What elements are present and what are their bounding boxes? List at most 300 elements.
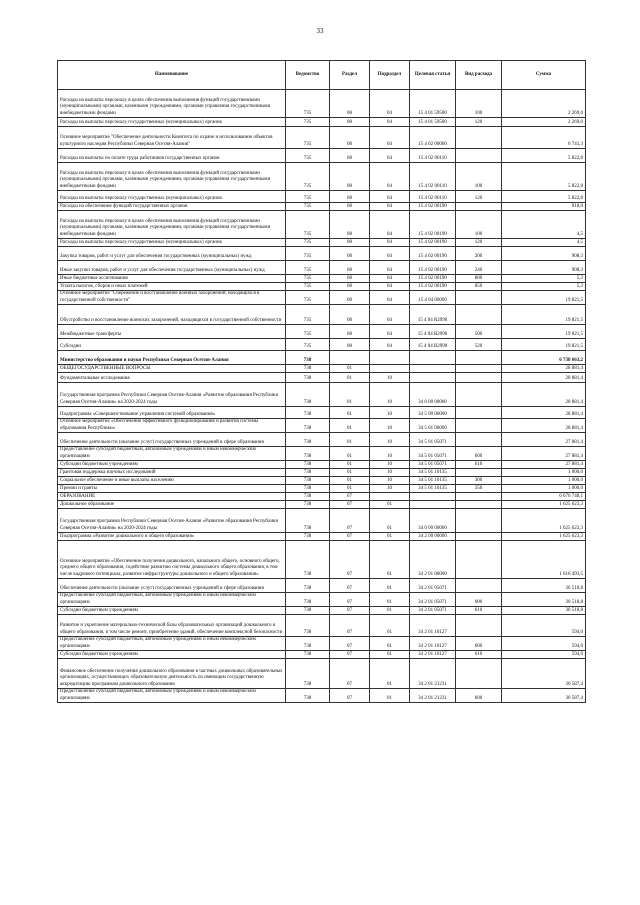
- row-razdel: 08: [330, 291, 370, 305]
- row-razdel: 07: [330, 509, 370, 533]
- row-vedomstvo: 738: [286, 433, 330, 447]
- row-podrazdel: 01: [370, 637, 410, 651]
- row-summa: 5,3: [502, 283, 586, 291]
- row-vid-raskhoda: [456, 579, 502, 593]
- header-razdel: Раздел: [330, 61, 370, 90]
- row-summa: 19 821,5: [502, 325, 586, 339]
- table-row: [58, 541, 586, 579]
- row-podrazdel: 01: [370, 615, 410, 637]
- table-row: [58, 239, 586, 247]
- row-name: Подпрограмма «Совершенствование управления системой образования»: [58, 407, 286, 419]
- row-vid-raskhoda: 600: [456, 689, 502, 703]
- table-row: [58, 485, 586, 493]
- row-vedomstvo: 738: [286, 461, 330, 469]
- row-vedomstvo: 738: [286, 419, 330, 433]
- row-summa: 6 741,3: [502, 127, 586, 149]
- row-name: Расходы на выплаты персоналу государственных (муниципальных) органов: [58, 239, 286, 247]
- table-row: [58, 247, 586, 261]
- table-row: [58, 637, 586, 651]
- row-name: Иные бюджетные ассигнования: [58, 275, 286, 283]
- row-celevaya-statya: 34 5 01 05071: [410, 433, 456, 447]
- row-vedomstvo: 738: [286, 469, 330, 477]
- row-vedomstvo: 735: [286, 261, 330, 275]
- row-vid-raskhoda: [456, 533, 502, 541]
- table-row: [58, 407, 586, 419]
- row-name: Расходы на выплаты персоналу в целях обеспечения выполнения функций государственными (муниципальными) органами, казенными учреждениями, органами управления государственными внебюджетными фондами: [58, 90, 286, 118]
- row-celevaya-statya: 34 2 01 05071: [410, 607, 456, 615]
- row-vedomstvo: 735: [286, 127, 330, 149]
- row-vedomstvo: 738: [286, 659, 330, 689]
- row-vid-raskhoda: 610: [456, 651, 502, 659]
- table-row: [58, 351, 586, 365]
- row-summa: 36 587,4: [502, 689, 586, 703]
- row-razdel: 08: [330, 163, 370, 191]
- row-podrazdel: 04: [370, 325, 410, 339]
- table-row: [58, 373, 586, 383]
- row-name: Субсидии бюджетным учреждениям: [58, 651, 286, 659]
- row-podrazdel: 04: [370, 239, 410, 247]
- row-razdel: 08: [330, 339, 370, 351]
- row-razdel: 08: [330, 149, 370, 163]
- row-name: Основное мероприятие "Сбережение и восстановление военных захоронений, находящихся в государственной собственности": [58, 291, 286, 305]
- table-row: [58, 383, 586, 407]
- row-name: Социальное обеспечение и иные выплаты населению: [58, 477, 286, 485]
- row-razdel: 01: [330, 407, 370, 419]
- row-podrazdel: 10: [370, 447, 410, 461]
- row-name: Расходы на выплаты персоналу государственных (муниципальных) органов: [58, 118, 286, 127]
- row-podrazdel: 10: [370, 461, 410, 469]
- row-vid-raskhoda: [456, 659, 502, 689]
- row-vedomstvo: 738: [286, 501, 330, 509]
- row-summa: 36 587,4: [502, 659, 586, 689]
- row-vedomstvo: 735: [286, 325, 330, 339]
- row-name: Расходы на выплаты по оплате труда работников государственных органов: [58, 149, 286, 163]
- row-celevaya-statya: 34 5 01 10135: [410, 477, 456, 485]
- row-name: Субсидии: [58, 339, 286, 351]
- row-summa: 28 881,4: [502, 407, 586, 419]
- row-razdel: 08: [330, 127, 370, 149]
- row-razdel: 08: [330, 239, 370, 247]
- row-vedomstvo: 738: [286, 509, 330, 533]
- header-vedomstvo: Ведомство: [286, 61, 330, 90]
- table-row: [58, 365, 586, 373]
- page-number: 33: [316, 27, 324, 35]
- row-vid-raskhoda: 350: [456, 485, 502, 493]
- row-razdel: 08: [330, 191, 370, 203]
- row-summa: 30 518,8: [502, 607, 586, 615]
- table-row: [58, 659, 586, 689]
- row-podrazdel: [370, 365, 410, 373]
- row-podrazdel: 01: [370, 501, 410, 509]
- row-vid-raskhoda: 300: [456, 477, 502, 485]
- row-vedomstvo: 735: [286, 203, 330, 211]
- row-vedomstvo: 738: [286, 579, 330, 593]
- row-podrazdel: 10: [370, 373, 410, 383]
- row-razdel: 08: [330, 118, 370, 127]
- table-row: [58, 501, 586, 509]
- row-celevaya-statya: 15 4 02 00110: [410, 163, 456, 191]
- table-row: [58, 118, 586, 127]
- row-name: Расходы на выплаты персоналу государственных (муниципальных) органов: [58, 191, 286, 203]
- row-vedomstvo: 735: [286, 239, 330, 247]
- row-podrazdel: 04: [370, 339, 410, 351]
- row-razdel: 01: [330, 477, 370, 485]
- row-vedomstvo: 738: [286, 383, 330, 407]
- row-name: Развитие и укрепление материально-технической базы образовательных организаций дошкольного и общего образования, в том числе ремонт, приобретение зданий, обеспечение комплексной безопасности: [58, 615, 286, 637]
- row-summa: 27 881,4: [502, 461, 586, 469]
- row-celevaya-statya: 15 4 04 R2990: [410, 339, 456, 351]
- row-vid-raskhoda: 600: [456, 593, 502, 607]
- row-vid-raskhoda: 600: [456, 637, 502, 651]
- row-summa: 594,0: [502, 637, 586, 651]
- table-row: [58, 203, 586, 211]
- row-razdel: [330, 351, 370, 365]
- row-celevaya-statya: [410, 493, 456, 501]
- table-row: [58, 689, 586, 703]
- row-summa: 28 881,4: [502, 373, 586, 383]
- row-podrazdel: 04: [370, 191, 410, 203]
- row-razdel: 01: [330, 365, 370, 373]
- row-name: Предоставление субсидий бюджетным, автономным учреждениям и иным некоммерческим организациям: [58, 447, 286, 461]
- row-summa: 2 269,0: [502, 90, 586, 118]
- row-summa: 30 518,8: [502, 579, 586, 593]
- row-vedomstvo: 735: [286, 305, 330, 325]
- table-row: [58, 291, 586, 305]
- row-vid-raskhoda: 120: [456, 191, 502, 203]
- table-row: [58, 433, 586, 447]
- row-summa: 28 881,4: [502, 419, 586, 433]
- row-celevaya-statya: 34 5 01 00000: [410, 419, 456, 433]
- row-summa: 1 000,0: [502, 477, 586, 485]
- table-row: [58, 90, 586, 118]
- row-podrazdel: 01: [370, 689, 410, 703]
- row-podrazdel: 10: [370, 433, 410, 447]
- row-vid-raskhoda: [456, 541, 502, 579]
- table-row: [58, 593, 586, 607]
- row-vid-raskhoda: [456, 501, 502, 509]
- header-podrazdel: Подраздел: [370, 61, 410, 90]
- row-name: Расходы на выплаты персоналу в целях обеспечения выполнения функций государственными (муниципальными) органами, казенными учреждениями, органами управления государственными внебюджетными фондами: [58, 211, 286, 239]
- table-row: [58, 305, 586, 325]
- row-summa: 28 881,4: [502, 365, 586, 373]
- row-name: ОБРАЗОВАНИЕ: [58, 493, 286, 501]
- row-celevaya-statya: 15 4 02 00190: [410, 275, 456, 283]
- row-razdel: 08: [330, 305, 370, 325]
- row-razdel: 08: [330, 90, 370, 118]
- row-name: Государственная программа Республики Северная Осетия-Алания «Развитие образования Республики Северная Осетия-Алания» на 2020-2024 годы: [58, 509, 286, 533]
- row-name: Государственная программа Республики Северная Осетия-Алания «Развитие образования Республики Северная Осетия-Алания» на 2020-2024 годы: [58, 383, 286, 407]
- row-podrazdel: 10: [370, 485, 410, 493]
- row-celevaya-statya: 15 4 01 59500: [410, 90, 456, 118]
- row-podrazdel: 04: [370, 90, 410, 118]
- row-podrazdel: 01: [370, 651, 410, 659]
- row-vid-raskhoda: 100: [456, 90, 502, 118]
- table-row: [58, 615, 586, 637]
- header-summa: Сумма: [502, 61, 586, 90]
- row-razdel: 07: [330, 651, 370, 659]
- row-vid-raskhoda: [456, 373, 502, 383]
- row-razdel: 07: [330, 637, 370, 651]
- header-celevaya-statya: Целевая статья: [410, 61, 456, 90]
- row-summa: 4,5: [502, 211, 586, 239]
- row-vedomstvo: 735: [286, 339, 330, 351]
- row-celevaya-statya: 15 4 02 00190: [410, 283, 456, 291]
- table-row: [58, 261, 586, 275]
- row-name: Межбюджетные трансферты: [58, 325, 286, 339]
- row-podrazdel: [370, 351, 410, 365]
- row-vid-raskhoda: [456, 419, 502, 433]
- row-vedomstvo: 738: [286, 541, 330, 579]
- row-vedomstvo: 735: [286, 247, 330, 261]
- row-name: Предоставление субсидий бюджетным, автономным учреждениям и иным некоммерческим организациям: [58, 689, 286, 703]
- row-vedomstvo: 738: [286, 351, 330, 365]
- row-razdel: 01: [330, 383, 370, 407]
- row-vid-raskhoda: [456, 615, 502, 637]
- row-vedomstvo: 738: [286, 607, 330, 615]
- row-name: Закупка товаров, работ и услуг для обеспечения государственных (муниципальных) нужд: [58, 247, 286, 261]
- row-celevaya-statya: 34 2 01 21231: [410, 689, 456, 703]
- row-razdel: 07: [330, 607, 370, 615]
- row-razdel: 08: [330, 261, 370, 275]
- table-row: [58, 533, 586, 541]
- row-name: Расходы на обеспечение функций государственных органов: [58, 203, 286, 211]
- row-vid-raskhoda: [456, 493, 502, 501]
- row-celevaya-statya: 15 4 02 00110: [410, 149, 456, 163]
- row-summa: 19 821,5: [502, 339, 586, 351]
- row-vedomstvo: 738: [286, 651, 330, 659]
- row-vedomstvo: 738: [286, 477, 330, 485]
- row-vedomstvo: 735: [286, 275, 330, 283]
- row-summa: 1 625 623,3: [502, 509, 586, 533]
- row-summa: 30 518,8: [502, 593, 586, 607]
- row-vid-raskhoda: 240: [456, 261, 502, 275]
- row-vid-raskhoda: 520: [456, 339, 502, 351]
- row-celevaya-statya: 15 4 02 00000: [410, 127, 456, 149]
- row-celevaya-statya: 15 4 02 00190: [410, 211, 456, 239]
- row-name: Министерство образования и науки Республики Северная Осетия-Алания: [58, 351, 286, 365]
- row-podrazdel: 04: [370, 211, 410, 239]
- row-name: Премии и гранты: [58, 485, 286, 493]
- row-summa: 19 821,5: [502, 305, 586, 325]
- table-row: [58, 283, 586, 291]
- row-summa: 5 822,8: [502, 163, 586, 191]
- row-celevaya-statya: 34 5 00 00000: [410, 407, 456, 419]
- row-vid-raskhoda: [456, 407, 502, 419]
- row-vid-raskhoda: 120: [456, 118, 502, 127]
- row-celevaya-statya: 15 4 02 00190: [410, 247, 456, 261]
- row-celevaya-statya: 34 2 01 05071: [410, 593, 456, 607]
- row-razdel: 08: [330, 275, 370, 283]
- row-celevaya-statya: 15 4 01 59500: [410, 118, 456, 127]
- row-podrazdel: 04: [370, 163, 410, 191]
- table-row: [58, 477, 586, 485]
- table-row: [58, 149, 586, 163]
- row-vid-raskhoda: [456, 469, 502, 477]
- row-podrazdel: 04: [370, 291, 410, 305]
- row-vedomstvo: 738: [286, 447, 330, 461]
- row-summa: 1 616 493,5: [502, 541, 586, 579]
- row-celevaya-statya: 34 2 01 10127: [410, 637, 456, 651]
- row-name: Иные закупки товаров, работ и услуг для обеспечения государственных (муниципальных) нужд: [58, 261, 286, 275]
- table-row: [58, 127, 586, 149]
- row-vedomstvo: 735: [286, 163, 330, 191]
- row-name: Субсидии бюджетным учреждениям: [58, 607, 286, 615]
- row-vid-raskhoda: [456, 127, 502, 149]
- row-podrazdel: 04: [370, 247, 410, 261]
- row-podrazdel: 10: [370, 407, 410, 419]
- row-summa: 27 881,4: [502, 447, 586, 461]
- row-vid-raskhoda: [456, 351, 502, 365]
- row-vid-raskhoda: [456, 383, 502, 407]
- row-razdel: 07: [330, 501, 370, 509]
- row-summa: 2 269,0: [502, 118, 586, 127]
- row-name: Предоставление субсидий бюджетным, автономным учреждениям и иным некоммерческим организациям: [58, 637, 286, 651]
- table-row: [58, 509, 586, 533]
- row-vid-raskhoda: 610: [456, 461, 502, 469]
- row-vid-raskhoda: [456, 291, 502, 305]
- row-razdel: 07: [330, 493, 370, 501]
- table-row: [58, 191, 586, 203]
- row-razdel: 07: [330, 579, 370, 593]
- row-podrazdel: 04: [370, 118, 410, 127]
- row-podrazdel: 10: [370, 383, 410, 407]
- row-podrazdel: 10: [370, 469, 410, 477]
- row-vedomstvo: 735: [286, 90, 330, 118]
- row-celevaya-statya: 34 5 01 05071: [410, 447, 456, 461]
- row-celevaya-statya: 15 4 04 00000: [410, 291, 456, 305]
- row-vid-raskhoda: 600: [456, 447, 502, 461]
- row-summa: 6 676 748,1: [502, 493, 586, 501]
- row-razdel: 01: [330, 469, 370, 477]
- row-razdel: 01: [330, 461, 370, 469]
- row-podrazdel: 04: [370, 127, 410, 149]
- row-summa: 594,0: [502, 615, 586, 637]
- row-podrazdel: 01: [370, 533, 410, 541]
- header-name: Наименование: [58, 61, 286, 90]
- table-row: [58, 461, 586, 469]
- row-name: Основное мероприятие «Обеспечение получения дошкольного, начального общего, основного общего, среднего общего образования, содействие развитию системы дошкольного общего образования, в том числе кадрового потенциала, развитие инфраструктуры дошкольного и общего образования»: [58, 541, 286, 579]
- table-header: [58, 61, 586, 90]
- row-celevaya-statya: 34 2 01 21231: [410, 659, 456, 689]
- row-summa: 1 000,0: [502, 469, 586, 477]
- row-summa: 28 881,4: [502, 383, 586, 407]
- row-vid-raskhoda: 100: [456, 163, 502, 191]
- table-row: [58, 493, 586, 501]
- row-vid-raskhoda: 610: [456, 607, 502, 615]
- row-razdel: 01: [330, 433, 370, 447]
- row-vid-raskhoda: [456, 203, 502, 211]
- row-summa: 5 822,8: [502, 191, 586, 203]
- row-razdel: 08: [330, 211, 370, 239]
- row-podrazdel: 04: [370, 275, 410, 283]
- table-row: [58, 275, 586, 283]
- row-celevaya-statya: 34 2 01 10127: [410, 615, 456, 637]
- table-row: [58, 607, 586, 615]
- row-celevaya-statya: 15 4 04 R2990: [410, 305, 456, 325]
- row-name: Расходы на выплаты персоналу в целях обеспечения выполнения функций государственными (муниципальными) органами, казенными учреждениями, органами управления государственными внебюджетными фондами: [58, 163, 286, 191]
- row-podrazdel: 04: [370, 203, 410, 211]
- row-vedomstvo: 735: [286, 211, 330, 239]
- row-razdel: 08: [330, 247, 370, 261]
- row-razdel: 08: [330, 325, 370, 339]
- row-name: Дошкольное образование: [58, 501, 286, 509]
- row-celevaya-statya: 15 4 02 00190: [410, 203, 456, 211]
- row-vedomstvo: 738: [286, 637, 330, 651]
- row-summa: 594,0: [502, 651, 586, 659]
- row-celevaya-statya: 34 5 01 10135: [410, 469, 456, 477]
- row-celevaya-statya: 15 4 04 R2990: [410, 325, 456, 339]
- row-celevaya-statya: 34 2 01 10127: [410, 651, 456, 659]
- row-razdel: 07: [330, 689, 370, 703]
- row-razdel: 07: [330, 593, 370, 607]
- row-celevaya-statya: 34 0 00 00000: [410, 509, 456, 533]
- row-podrazdel: 10: [370, 477, 410, 485]
- row-name: Финансовое обеспечение получения дошкольного образования в частных дошкольных образовательных организациях, осуществляющих образовательную деятельность по имеющим государственную аккредитацию программам дошкольного образования: [58, 659, 286, 689]
- row-name: ОБЩЕГОСУДАРСТВЕННЫЕ ВОПРОСЫ: [58, 365, 286, 373]
- row-celevaya-statya: [410, 501, 456, 509]
- row-celevaya-statya: [410, 373, 456, 383]
- row-vedomstvo: 738: [286, 615, 330, 637]
- row-vedomstvo: 738: [286, 689, 330, 703]
- row-razdel: 01: [330, 485, 370, 493]
- row-celevaya-statya: 34 5 01 10135: [410, 485, 456, 493]
- row-celevaya-statya: 34 2 01 05071: [410, 579, 456, 593]
- row-razdel: 08: [330, 203, 370, 211]
- row-vid-raskhoda: 120: [456, 239, 502, 247]
- row-summa: 1 625 623,3: [502, 533, 586, 541]
- row-vedomstvo: 735: [286, 283, 330, 291]
- row-vedomstvo: 735: [286, 118, 330, 127]
- row-podrazdel: 01: [370, 541, 410, 579]
- row-podrazdel: 04: [370, 283, 410, 291]
- row-celevaya-statya: 15 4 02 00110: [410, 191, 456, 203]
- row-podrazdel: [370, 493, 410, 501]
- table-row: [58, 339, 586, 351]
- row-razdel: 08: [330, 283, 370, 291]
- row-razdel: 07: [330, 615, 370, 637]
- row-celevaya-statya: 34 2 00 00000: [410, 533, 456, 541]
- row-vedomstvo: 738: [286, 373, 330, 383]
- row-vedomstvo: 735: [286, 191, 330, 203]
- row-name: Предоставление субсидий бюджетным, автономным учреждениям и иным некоммерческим организациям: [58, 593, 286, 607]
- row-podrazdel: 10: [370, 419, 410, 433]
- row-summa: 1 625 623,3: [502, 501, 586, 509]
- row-vedomstvo: 738: [286, 365, 330, 373]
- row-vid-raskhoda: 100: [456, 211, 502, 239]
- row-vid-raskhoda: [456, 509, 502, 533]
- row-name: Грантовая поддержка научных исследований: [58, 469, 286, 477]
- row-podrazdel: 04: [370, 149, 410, 163]
- row-celevaya-statya: [410, 365, 456, 373]
- row-celevaya-statya: 34 5 01 05071: [410, 461, 456, 469]
- row-name: Уплата налогов, сборов и иных платежей: [58, 283, 286, 291]
- row-razdel: 07: [330, 541, 370, 579]
- row-vedomstvo: 738: [286, 493, 330, 501]
- row-summa: 6 738 663,2: [502, 351, 586, 365]
- row-podrazdel: 04: [370, 305, 410, 325]
- row-razdel: 01: [330, 373, 370, 383]
- row-razdel: 07: [330, 533, 370, 541]
- row-summa: 19 821,5: [502, 291, 586, 305]
- row-name: Обеспечение деятельности (оказание услуг) государственных учреждений в сфере образования: [58, 579, 286, 593]
- row-celevaya-statya: 34 2 01 00000: [410, 541, 456, 579]
- table-row: [58, 651, 586, 659]
- row-vid-raskhoda: [456, 149, 502, 163]
- row-podrazdel: 01: [370, 659, 410, 689]
- row-summa: 5,3: [502, 275, 586, 283]
- row-razdel: 01: [330, 447, 370, 461]
- row-name: Обустройство и восстановление воинских захоронений, находящихся в государственной собственности: [58, 305, 286, 325]
